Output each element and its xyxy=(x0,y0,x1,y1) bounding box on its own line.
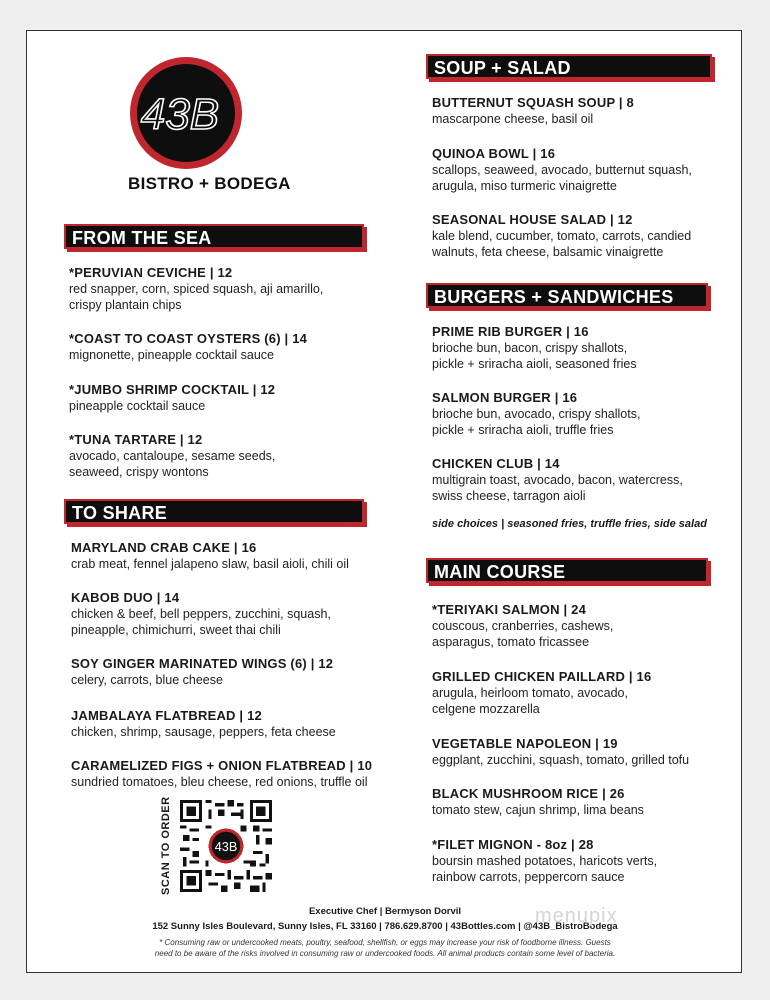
menu-item xyxy=(432,324,637,372)
item-desc: couscous, cranberries, cashews, xyxy=(432,619,614,633)
item-title: CARAMELIZED FIGS + ONION FLATBREAD | 10 xyxy=(71,758,373,773)
address-line: 152 Sunny Isles Boulevard, Sunny Isles, FL 33160 | 786.629.8700 | 43Bottles.com | @43B_BistroBodega xyxy=(152,921,618,932)
item-title: SEASONAL HOUSE SALAD | 12 xyxy=(432,212,633,227)
item-desc: asparagus, tomato fricassee xyxy=(432,635,590,649)
side-choices-note: side choices | seasoned fries, truffle fries, side salad xyxy=(432,518,707,530)
scan-to-order-label: SCAN TO ORDER xyxy=(160,796,172,895)
item-title: BLACK MUSHROOM RICE | 26 xyxy=(432,786,625,801)
disclaimer xyxy=(40,937,730,959)
item-title: QUINOA BOWL | 16 xyxy=(432,146,556,161)
menu-item xyxy=(71,758,372,790)
item-desc: celery, carrots, blue cheese xyxy=(71,673,223,687)
section-header-main: MAIN COURSE xyxy=(426,558,708,583)
section-header-burgers: BURGERS + SANDWICHES xyxy=(426,283,708,308)
item-title: *PERUVIAN CEVICHE | 12 xyxy=(69,265,233,280)
section-header-soup: SOUP + SALAD xyxy=(426,54,712,79)
item-desc: swiss cheese, tarragon aioli xyxy=(432,489,586,503)
menu-item xyxy=(432,786,644,818)
menu-item xyxy=(432,212,691,260)
disclaimer-line: * Consuming raw or undercooked meats, poultry, seafood, shellfish, or eggs may increase your risk of foodborne illness. Guests xyxy=(159,938,611,947)
qr-center-text: 43B xyxy=(214,839,238,854)
menu-item xyxy=(71,540,349,572)
item-title: PRIME RIB BURGER | 16 xyxy=(432,324,589,339)
brand-name: BISTRO + BODEGA xyxy=(128,174,291,193)
menu-item xyxy=(432,736,689,768)
item-title: *TUNA TARTARE | 12 xyxy=(69,432,203,447)
item-desc: pickle + sriracha aioli, seasoned fries xyxy=(432,357,637,371)
executive-chef: Executive Chef | Bermyson Dorvil xyxy=(308,906,462,917)
item-desc: rainbow carrots, peppercorn sauce xyxy=(432,870,625,884)
item-desc: brioche bun, avocado, crispy shallots, xyxy=(432,407,641,421)
item-desc: pineapple cocktail sauce xyxy=(69,399,206,413)
item-title: KABOB DUO | 14 xyxy=(71,590,180,605)
item-title: *JUMBO SHRIMP COCKTAIL | 12 xyxy=(69,382,276,397)
menu-item xyxy=(432,602,613,650)
item-desc: walnuts, feta cheese, balsamic vinaigrette xyxy=(432,245,664,259)
menu-item xyxy=(432,837,657,885)
brand-logo xyxy=(128,55,244,171)
item-title: SALMON BURGER | 16 xyxy=(432,390,578,405)
item-title: *COAST TO COAST OYSTERS (6) | 14 xyxy=(69,331,308,346)
item-desc: pineapple, chimichurri, sweet thai chili xyxy=(71,623,281,637)
item-title: GRILLED CHICKEN PAILLARD | 16 xyxy=(432,669,652,684)
menu-item xyxy=(71,656,333,688)
item-desc: crispy plantain chips xyxy=(69,298,182,312)
item-title: *TERIYAKI SALMON | 24 xyxy=(432,602,586,617)
item-desc: multigrain toast, avocado, bacon, watercress, xyxy=(432,473,683,487)
item-desc: chicken & beef, bell peppers, zucchini, squash, xyxy=(71,607,331,621)
menu-item xyxy=(432,95,634,127)
item-desc: pickle + sriracha aioli, truffle fries xyxy=(432,423,614,437)
item-desc: scallops, seaweed, avocado, butternut squash, xyxy=(432,163,692,177)
section-header-share: TO SHARE xyxy=(64,499,364,524)
menu-item xyxy=(69,432,275,480)
item-title: JAMBALAYA FLATBREAD | 12 xyxy=(71,708,262,723)
menu-item xyxy=(69,382,275,414)
item-title: MARYLAND CRAB CAKE | 16 xyxy=(71,540,257,555)
item-desc: mascarpone cheese, basil oil xyxy=(432,112,594,126)
item-desc: tomato stew, cajun shrimp, lima beans xyxy=(432,803,644,817)
item-desc: boursin mashed potatoes, haricots verts, xyxy=(432,854,658,868)
disclaimer-line: need to be aware of the risks involved in consuming raw or undercooked foods. All animal products contain some level of bacteria. xyxy=(154,949,616,958)
item-desc: avocado, cantaloupe, sesame seeds, xyxy=(69,449,276,463)
item-title: *FILET MIGNON - 8oz | 28 xyxy=(432,837,594,852)
item-desc: brioche bun, bacon, crispy shallots, xyxy=(432,341,628,355)
item-desc: eggplant, zucchini, squash, tomato, grilled tofu xyxy=(432,753,690,767)
item-desc: seaweed, crispy wontons xyxy=(69,465,209,479)
menu-item xyxy=(432,456,683,504)
qr-code[interactable] xyxy=(180,800,272,892)
item-title: VEGETABLE NAPOLEON | 19 xyxy=(432,736,618,751)
menu-item xyxy=(69,265,323,313)
menu-item xyxy=(432,390,640,438)
item-desc: arugula, miso turmeric vinaigrette xyxy=(432,179,617,193)
item-desc: kale blend, cucumber, tomato, carrots, candied xyxy=(432,229,692,243)
menu-item xyxy=(71,590,331,638)
item-title: CHICKEN CLUB | 14 xyxy=(432,456,560,471)
item-desc: celgene mozzarella xyxy=(432,702,540,716)
item-desc: arugula, heirloom tomato, avocado, xyxy=(432,686,628,700)
item-desc: chicken, shrimp, sausage, peppers, feta cheese xyxy=(71,725,336,739)
item-desc: sundried tomatoes, bleu cheese, red onions, truffle oil xyxy=(71,775,368,789)
logo-text: 43B xyxy=(140,90,220,139)
item-desc: mignonette, pineapple cocktail sauce xyxy=(69,348,274,362)
menu-item xyxy=(71,708,336,740)
item-title: BUTTERNUT SQUASH SOUP | 8 xyxy=(432,95,634,110)
item-title: SOY GINGER MARINATED WINGS (6) | 12 xyxy=(71,656,334,671)
menu-item xyxy=(69,331,307,363)
menu-item xyxy=(432,146,692,194)
item-desc: red snapper, corn, spiced squash, aji amarillo, xyxy=(69,282,324,296)
item-desc: crab meat, fennel jalapeno slaw, basil aioli, chili oil xyxy=(71,557,349,571)
watermark: menupix xyxy=(535,905,618,927)
section-header-sea: FROM THE SEA xyxy=(64,224,364,249)
menu-item xyxy=(432,669,651,717)
